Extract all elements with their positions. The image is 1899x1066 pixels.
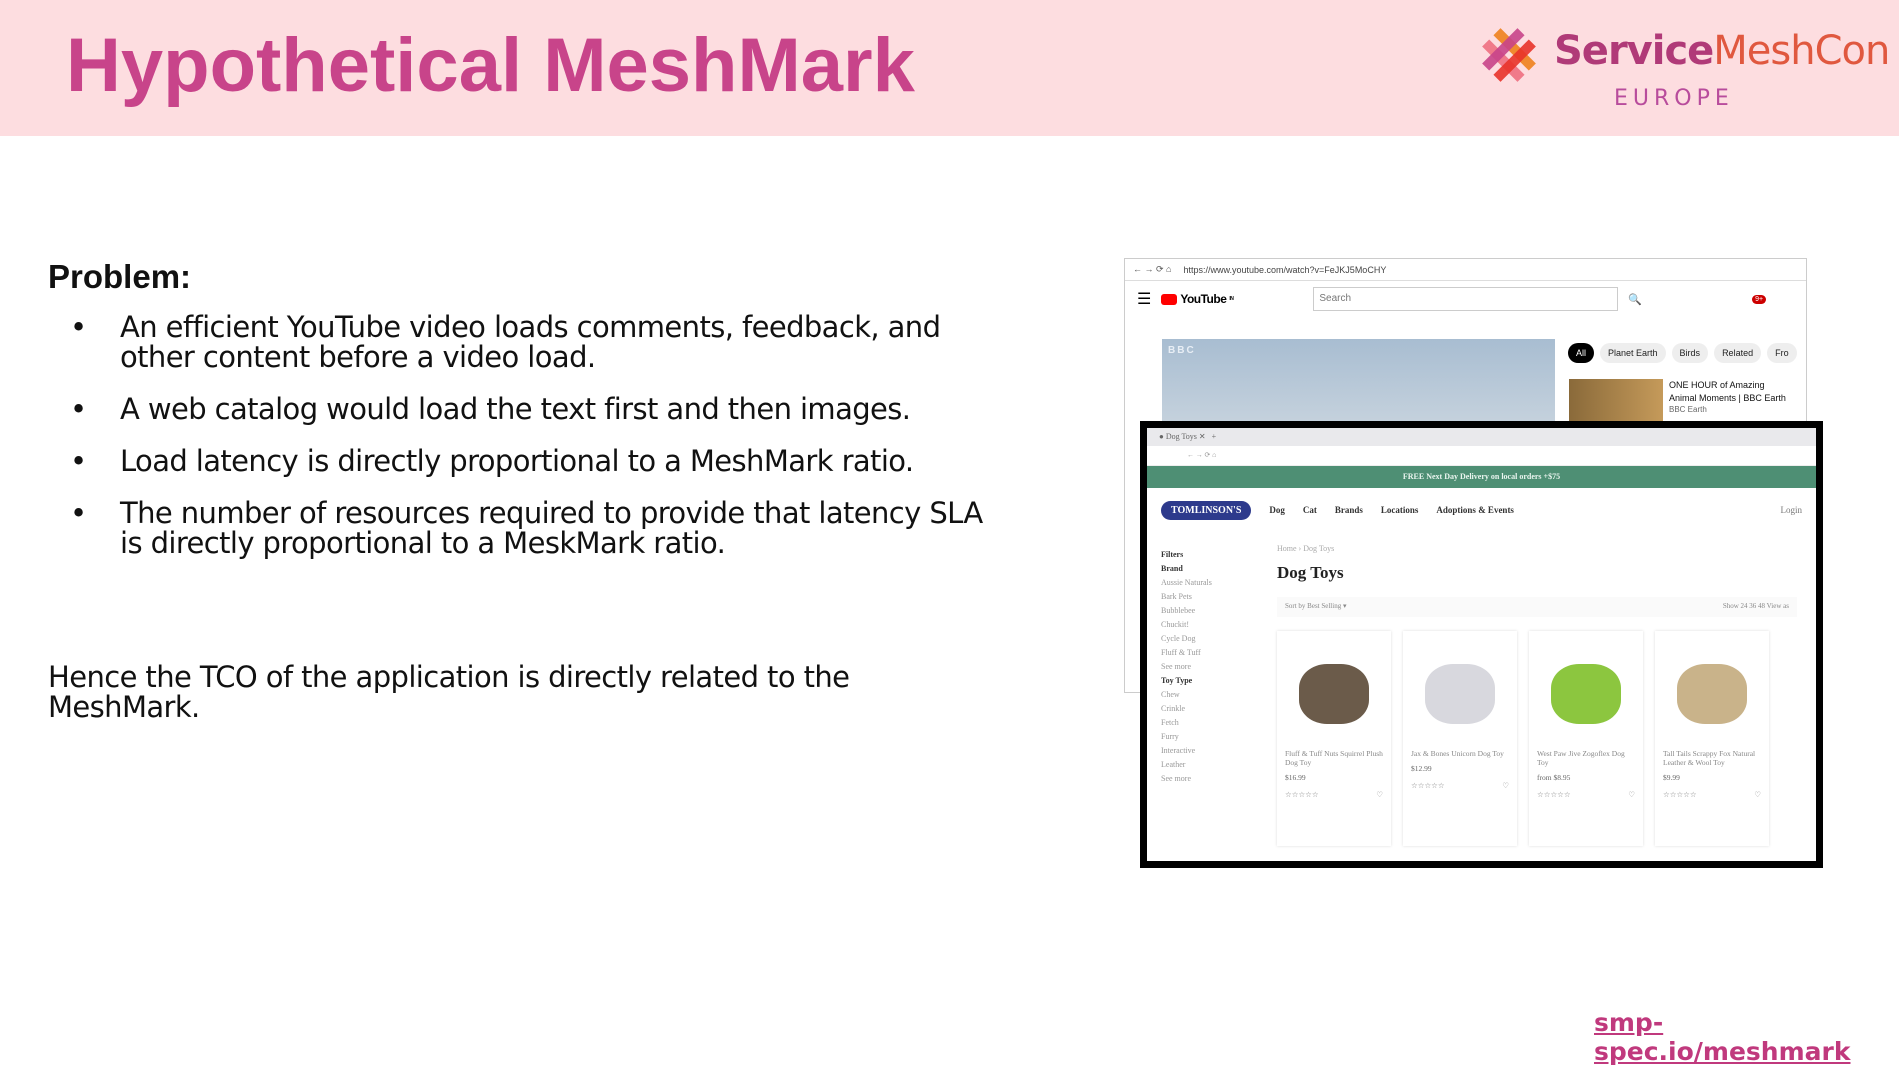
slide-title: Hypothetical MeshMark bbox=[66, 23, 915, 108]
menu-icon: ☰ bbox=[1137, 291, 1152, 308]
product-grid bbox=[1277, 631, 1797, 846]
conclusion-text: Hence the TCO of the application is directly related to the MeshMark. bbox=[48, 660, 850, 724]
youtube-search: Search bbox=[1313, 287, 1618, 311]
slide-header bbox=[0, 0, 1899, 136]
chip-bar bbox=[1568, 343, 1797, 363]
notification-badge: 9+ bbox=[1752, 295, 1766, 304]
product-card: Tall Tails Scrappy Fox Natural Leather & Wool Toy $9.99 ☆☆☆☆☆ ♡ bbox=[1655, 631, 1769, 846]
product-card: Jax & Bones Unicorn Dog Toy $12.99 ☆☆☆☆☆ ♡ bbox=[1403, 631, 1517, 846]
bullet-item: • Load latency is directly proportional to a MeshMark ratio. bbox=[70, 444, 914, 478]
logo-wordmark: ServiceMeshCon bbox=[1554, 28, 1890, 74]
shop-screenshot bbox=[1140, 421, 1823, 868]
search-icon: 🔍 bbox=[1628, 293, 1643, 306]
bullet-item: • A web catalog would load the text first and then images. bbox=[70, 392, 911, 426]
meshmark-link[interactable]: smp-spec.io/meshmark bbox=[1594, 1008, 1851, 1066]
browser-address-bar: ← → ⟳ ⌂ https://www.youtube.com/watch?v=FeJKJ5MoCHY bbox=[1125, 259, 1806, 281]
youtube-logo: YouTube IN bbox=[1161, 292, 1233, 306]
chip: All bbox=[1568, 343, 1594, 363]
chip: Fro bbox=[1767, 343, 1797, 363]
chip: Birds bbox=[1672, 343, 1709, 363]
video-player: BBC bbox=[1162, 339, 1555, 429]
shop-logo: TOMLINSON'S bbox=[1161, 501, 1251, 520]
promo-banner: FREE Next Day Delivery on local orders +$75 bbox=[1147, 466, 1816, 488]
recommended-video: ONE HOUR of Amazing Animal Moments | BBC Earth BBC Earth bbox=[1569, 379, 1789, 423]
logo-mark-icon bbox=[1474, 20, 1544, 90]
problem-bullets bbox=[68, 312, 1008, 580]
bullet-item: • An efficient YouTube video loads comments, feedback, and other content before a video load. bbox=[70, 310, 941, 374]
problem-heading: Problem: bbox=[48, 258, 192, 295]
page-title: Dog Toys bbox=[1277, 563, 1344, 582]
filters-panel: Filters Brand Aussie Naturals Bark Pets Bubblebee Chuckit! Cycle Dog Fluff & Tuff See more Toy Type Chew Crinkle Fetch Furry Interactive Leather See more bbox=[1161, 550, 1212, 783]
product-card: West Paw Jive Zogoflex Dog Toy from $8.95 ☆☆☆☆☆ ♡ bbox=[1529, 631, 1643, 846]
youtube-topbar bbox=[1125, 281, 1806, 317]
chip: Planet Earth bbox=[1600, 343, 1666, 363]
chip: Related bbox=[1714, 343, 1761, 363]
product-card: Fluff & Tuff Nuts Squirrel Plush Dog Toy $16.99 ☆☆☆☆☆ ♡ bbox=[1277, 631, 1391, 846]
bullet-item: • The number of resources required to provide that latency SLA is directly proportional to a MeskMark ratio. bbox=[70, 496, 983, 560]
logo-region: EUROPE bbox=[1614, 86, 1734, 111]
product-listing: Home › Dog Toys Dog Toys Sort by Best Selling ▾ Show 24 36 48 View as Fluff & Tuff Nuts Squirrel Plush Dog Toy $16.99 ☆☆☆☆☆ ♡ Jax & Bones Unicorn Dog Toy $12.99 ☆☆☆☆☆ ♡ West Paw Jive Zogoflex Dog Toy from $8.95 ☆☆☆☆☆ ♡ Tall Tails Scrappy Fox Natural Leather & Wool Toy $9.99 ☆☆☆☆☆ ♡ bbox=[1277, 544, 1797, 846]
shop-nav: TOMLINSON'S Dog Cat Brands Locations Adoptions & Events Login bbox=[1147, 488, 1816, 532]
browser-address-bar: ← → ⟳ ⌂ bbox=[1147, 446, 1816, 466]
sort-bar: Sort by Best Selling ▾ Show 24 36 48 View as bbox=[1277, 597, 1797, 617]
servicemeshcon-logo bbox=[1470, 14, 1890, 124]
browser-tabs: ● Dog Toys ✕ + bbox=[1147, 428, 1816, 446]
